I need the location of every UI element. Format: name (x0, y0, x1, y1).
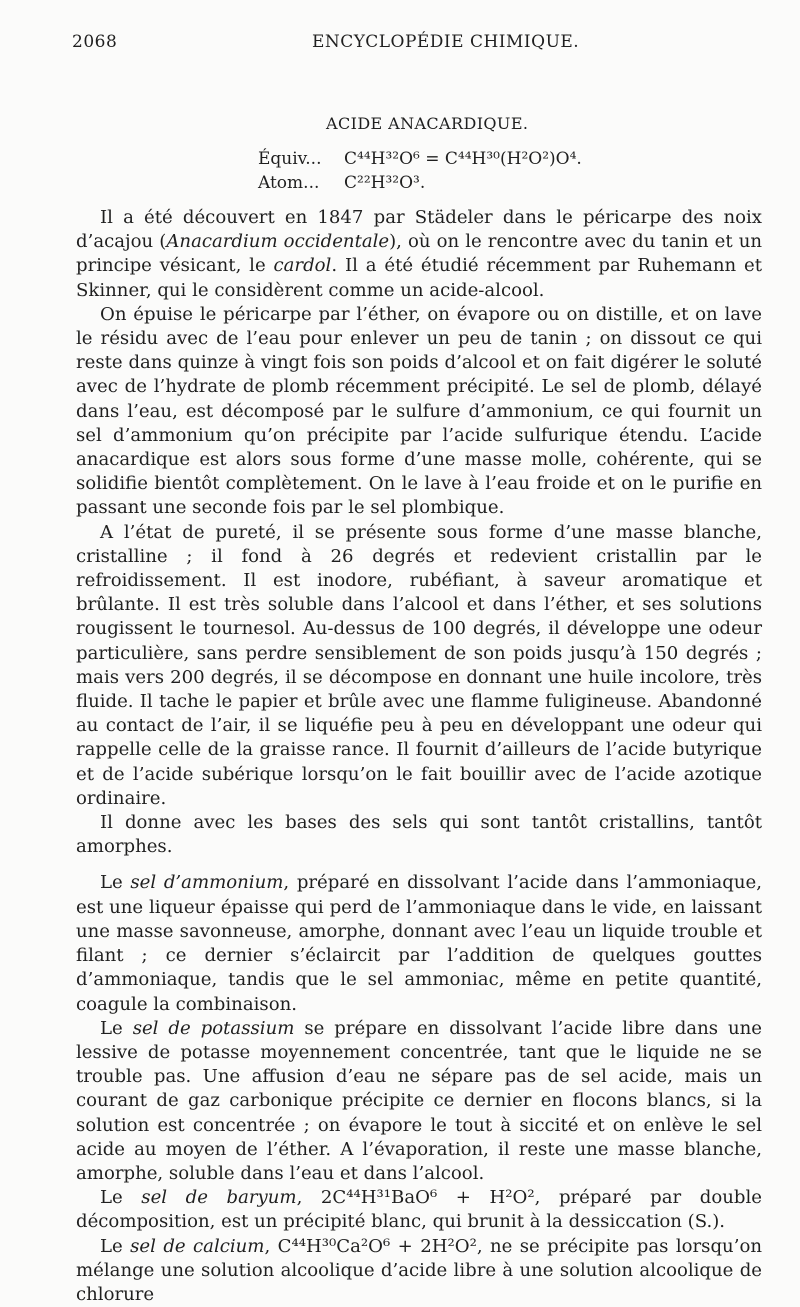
text-run: Il a été découvert en 1847 par Städeler dans le péricarpe des noix d’acajou ( (76, 207, 762, 253)
text-run: Le (100, 1235, 131, 1257)
equiv-label: Équiv... (258, 149, 322, 169)
text-run: Le (100, 872, 131, 894)
paragraph-barium-salt (76, 1186, 762, 1234)
italic-term: sel de baryum (141, 1187, 297, 1209)
section-title: ACIDE ANACARDIQUE. (326, 114, 529, 133)
body-text (76, 206, 762, 1307)
text-run: Le (100, 1187, 142, 1209)
paragraph-preparation: On épuise le péricarpe par l’éther, on évapore ou on distille, et on lave le résidu avec de l’eau pour enlever un peu de tanin ; on dissout ce qui reste dans quinze à vingt fois son poids d’alcool et on fait digérer le soluté avec de l’hydrate de plomb récemment précipité. Le sel de plomb, délayé dans l’eau, est décomposé par le sulfure d’ammonium, ce qui fournit un sel d’ammonium qu’on précipite par l’acide sulfurique étendu. L’acide anacardique est alors sous forme d’une masse molle, cohérente, qui se solidifie bientôt complètement. On le lave à l’eau froide et on le purifie en passant une seconde fois par le sel plombique. (76, 303, 762, 519)
page-number: 2068 (72, 32, 118, 52)
paragraph-calcium-salt (76, 1235, 762, 1307)
text-run: . Il a été étudié récemment par Ruhemann et Skinner, qui le considèrent comme un acide-alcool. (76, 255, 762, 301)
text-run: , 2C⁴⁴H³¹BaO⁶ + H²O², préparé par double décomposition, est un précipité blanc, qui brunit à la dessiccation (S.). (76, 1187, 762, 1233)
italic-term: sel de potassium (132, 1017, 295, 1039)
italic-term: cardol (273, 255, 332, 277)
running-title: ENCYCLOPÉDIE CHIMIQUE. (312, 32, 580, 52)
paragraph-salts-intro: Il donne avec les bases des sels qui sont tantôt cristallins, tantôt amorphes. (76, 812, 762, 858)
italic-term: sel d’ammonium (130, 872, 284, 894)
text-run: , C⁴⁴H³⁰Ca²O⁶ + 2H²O², ne se précipite pas lorsqu’on mélange une solution alcoolique d’acide libre à une solution alcoolique de chlorure (76, 1235, 762, 1305)
italic-term: sel de calcium (130, 1235, 265, 1257)
atom-value: C²²H³²O³. (344, 173, 426, 193)
paragraph-discovery (76, 206, 762, 303)
atom-formula (258, 173, 425, 193)
equiv-value: C⁴⁴H³²O⁶ = C⁴⁴H³⁰(H²O²)O⁴. (344, 149, 582, 169)
paragraph-ammonium-salt (76, 871, 762, 1016)
text-run: se prépare en dissolvant l’acide libre dans une lessive de potasse moyennement concentrée, tant que le liquide ne se trouble pas. Une affusion d’eau ne sépare pas de sel acide, mais un courant de gaz carbonique précipite ce dernier en flocons blancs, si la solution est concentrée ; on évapore le tout à siccité et on enlève le sel acide au moyen de l’éther. A l’évaporation, il reste une masse blanche, amorphe, soluble dans l’eau et dans l’alcool. (76, 1017, 762, 1184)
text-run: , préparé en dissolvant l’acide dans l’ammoniaque, est une liqueur épaisse qui perd de l’ammoniaque dans le vide, en laissant une masse savonneuse, amorphe, donnant avec l’eau un liquide trouble et filant ; ce dernier s’éclaircit par l’addition de quelques gouttes d’ammoniaque, tandis que le sel ammoniac, même en petite quantité, coagule la combinaison. (76, 872, 762, 1015)
italic-term: Anacardium occidentale (166, 231, 390, 253)
text-run: Le (100, 1017, 133, 1039)
paragraph-potassium-salt (76, 1017, 762, 1186)
atom-label: Atom... (258, 173, 320, 193)
equiv-formula (258, 149, 582, 169)
paragraph-properties: A l’état de pureté, il se présente sous forme d’une masse blanche, cristalline ; il fond à 26 degrés et redevient cristallin par le refroidissement. Il est inodore, rubéfiant, à saveur aromatique et brûlante. Il est très soluble dans l’alcool et dans l’éther, et ses solutions rougissent le tournesol. Au-dessus de 100 degrés, il développe une odeur particulière, sans perdre sensiblement de son poids jusqu’à 150 degrés ; mais vers 200 degrés, il se décompose en donnant une huile incolore, très fluide. Il tache le papier et brûle avec une flamme fuligineuse. Abandonné au contact de l’air, il se liquéfie peu à peu en développant une odeur qui rappelle celle de la graisse rance. Il fournit d’ailleurs de l’acide butyrique et de l’acide subérique lorsqu’on le fait bouillir avec de l’acide azotique ordinaire. (76, 521, 762, 809)
text-run: ), où on le rencontre avec du tanin et un principe vésicant, le (76, 231, 763, 277)
